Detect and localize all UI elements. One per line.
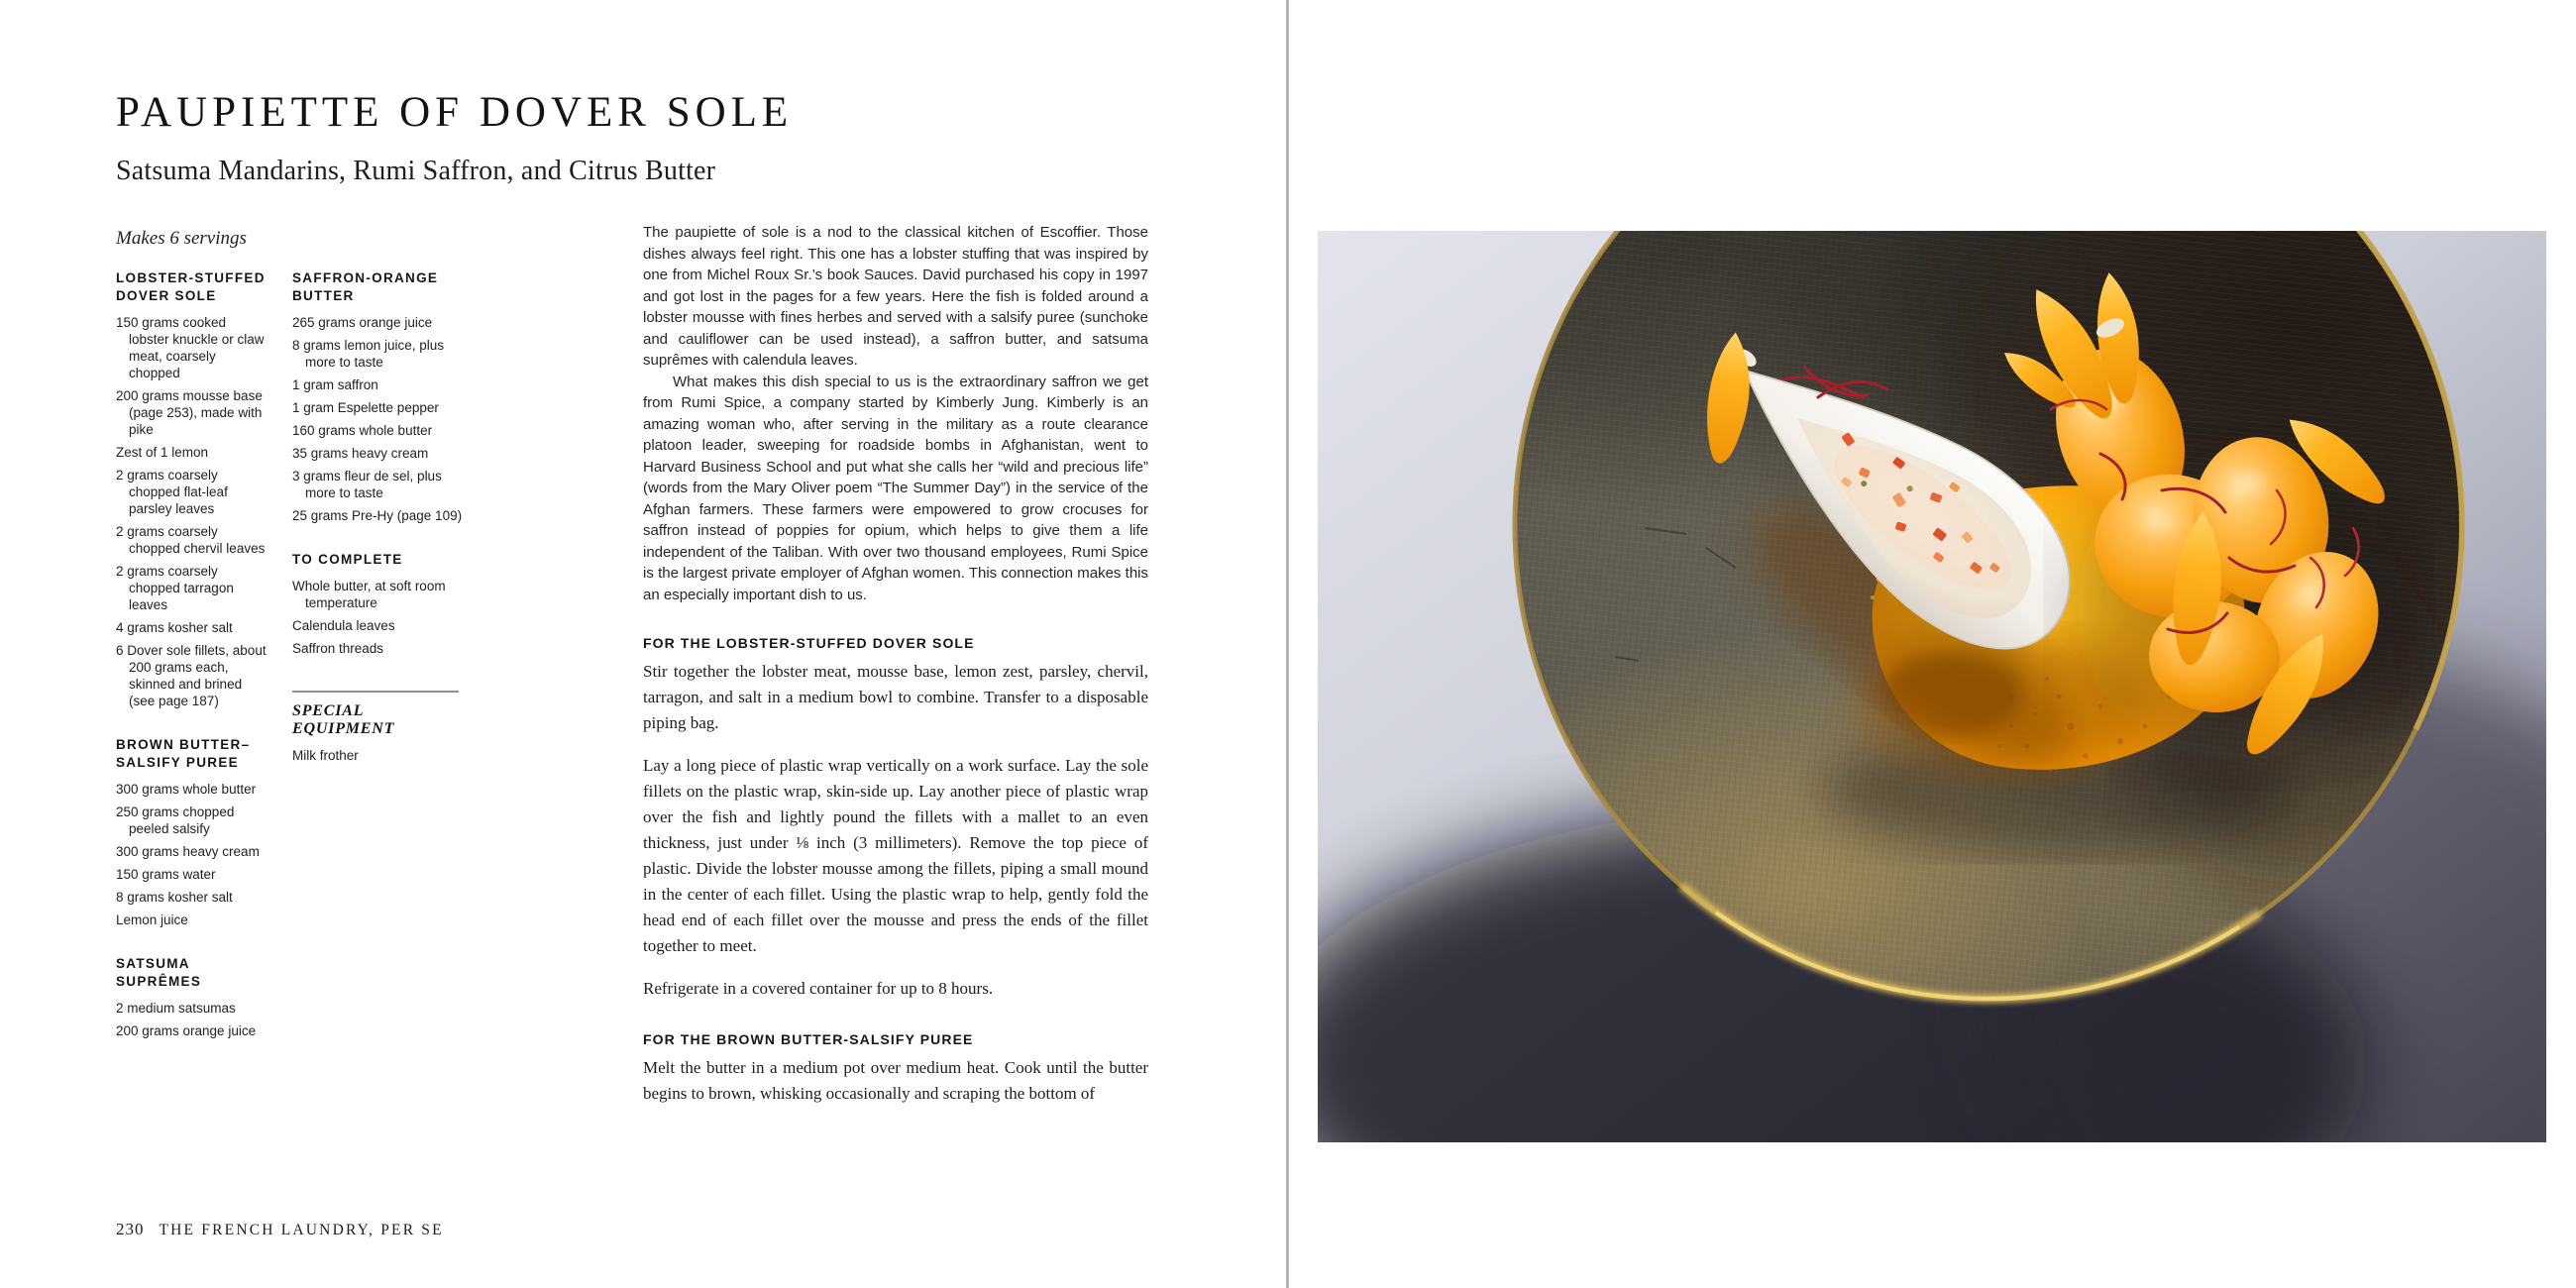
ingredient-section-heading: SAFFRON-ORANGE BUTTER	[292, 270, 439, 303]
ingredient-section-heading: LOBSTER-STUFFED DOVER SOLE	[116, 270, 266, 303]
method-paragraph: Melt the butter in a medium pot over medium heat. Cook until the butter begins to brown, whisking occasionally and scraping the bottom of	[643, 1058, 1148, 1103]
ingredient-item: 25 grams Pre-Hy (page 109)	[292, 508, 463, 523]
ingredient-item: 1 gram Espelette pepper	[292, 400, 439, 415]
ingredient-item: 8 grams kosher salt	[116, 890, 233, 905]
ingredient-item: 8 grams lemon juice, plus more to taste	[292, 338, 445, 370]
ingredient-item: 250 grams chopped peeled salsify	[116, 805, 235, 836]
equipment-divider	[292, 691, 459, 693]
book-title: THE FRENCH LAUNDRY, PER SE	[159, 1222, 444, 1238]
headnote-paragraph: What makes this dish special to us is the extraordinary saffron we get from Rumi Spice, a company started by Kimberly Jung. Kimberly is an amazing woman who, after serving in the military as a route clearance platoon leader, sweeping for roadside bombs in Afghanistan, went to Harvard Business School and put what she calls her “wild and precious life” (words from the Mary Oliver poem “The Summer Day”) in the service of the Afghan farmers. These farmers were empowered to grow crocuses for saffron instead of poppies for opium, which helps to give them a life independent of the Taliban. With over two thousand employees, Rumi Spice is the largest private employer of Afghan women. This connection makes this an especially important dish to us.	[643, 373, 1148, 603]
method-paragraph: Lay a long piece of plastic wrap vertically on a work surface. Lay the sole fillets on the plastic wrap, skin-side up. Lay another piece of plastic wrap over the fish and lightly pound the fillets with a mallet to an even thickness, just under ⅛ inch (3 millimeters). Remove the top piece of plastic. Divide the lobster mousse among the fillets, piping a small mound in the center of each fillet. Using the plastic wrap to help, gently fold the head end of each fillet over the mousse and press the ends of the fillet together to meet.	[643, 756, 1148, 955]
ingredient-item: 1 gram saffron	[292, 377, 378, 392]
ingredient-item: 150 grams cooked lobster knuckle or claw meat, coarsely chopped	[116, 315, 265, 380]
dish-photo	[1318, 231, 2546, 1142]
ingredient-item: Calendula leaves	[292, 618, 395, 633]
ingredient-item: 4 grams kosher salt	[116, 620, 233, 635]
ingredient-section	[292, 269, 467, 524]
ingredient-item: 150 grams water	[116, 867, 216, 882]
page-gutter	[1286, 0, 1289, 1288]
recipe-subtitle: Satsuma Mandarins, Rumi Saffron, and Citrus Butter	[116, 156, 716, 186]
ingredient-item: 300 grams whole butter	[116, 782, 257, 797]
ingredient-item: 300 grams heavy cream	[116, 844, 260, 859]
ingredient-item: 3 grams fleur de sel, plus more to taste	[292, 469, 442, 500]
headnote	[643, 222, 1148, 605]
ingredient-item: 2 grams coarsely chopped tarragon leaves	[116, 564, 234, 612]
equipment-item: Milk frother	[292, 748, 359, 763]
ingredients-column-2	[292, 269, 467, 770]
ingredient-item: 2 medium satsumas	[116, 1001, 236, 1016]
page-footer	[116, 1220, 444, 1239]
ingredient-item: 200 grams mousse base (page 253), made with pike	[116, 388, 263, 437]
ingredient-section-heading: SATSUMA SUPRÊMES	[116, 956, 202, 989]
yield-note: Makes 6 servings	[116, 228, 247, 249]
ingredient-item: 6 Dover sole fillets, about 200 grams each, skinned and brined (see page 187)	[116, 643, 267, 708]
ingredient-item: 160 grams whole butter	[292, 423, 433, 438]
ingredient-item: 200 grams orange juice	[116, 1023, 257, 1038]
ingredient-item: Zest of 1 lemon	[116, 445, 209, 460]
equipment-heading: SPECIAL EQUIPMENT	[292, 702, 395, 737]
ingredient-item: 2 grams coarsely chopped flat-leaf parsley leaves	[116, 468, 228, 516]
ingredient-section-heading: TO COMPLETE	[292, 552, 403, 567]
page-number: 230	[116, 1220, 145, 1238]
ingredient-item: Saffron threads	[292, 641, 384, 656]
ingredients-column-1	[116, 269, 267, 1066]
headnote-paragraph: The paupiette of sole is a nod to the classical kitchen of Escoffier. Those dishes always feel right. This one has a lobster stuffing that was inspired by one from Michel Roux Sr.’s book Sauces. David purchased his copy in 1997 and got lost in the pages for a few years. Here the fish is folded around a lobster mousse with fines herbes and served with a salsify puree (sunchoke and cauliflower can be used instead), a saffron butter, and satsuma suprêmes with calendula leaves.	[643, 224, 1148, 369]
ingredient-item: 265 grams orange juice	[292, 315, 433, 330]
ingredient-section	[116, 736, 267, 928]
recipe-body	[643, 222, 1148, 1124]
ingredient-section	[292, 551, 467, 657]
ingredient-item: 2 grams coarsely chopped chervil leaves	[116, 524, 266, 556]
method-heading: FOR THE BROWN BUTTER-SALSIFY PUREE	[643, 1031, 974, 1047]
ingredient-item: 35 grams heavy cream	[292, 446, 429, 461]
dish-photo-illustration	[1318, 231, 2546, 1142]
ingredient-section-heading: BROWN BUTTER–SALSIFY PUREE	[116, 737, 251, 770]
recipe-title: PAUPIETTE OF DOVER SOLE	[116, 89, 794, 136]
ingredient-section	[116, 269, 267, 709]
method-heading: FOR THE LOBSTER-STUFFED DOVER SOLE	[643, 635, 975, 651]
ingredient-section	[116, 955, 267, 1039]
ingredient-item: Whole butter, at soft room temperature	[292, 579, 446, 610]
ingredient-item: Lemon juice	[116, 912, 188, 927]
method-paragraph: Stir together the lobster meat, mousse base, lemon zest, parsley, chervil, tarragon, and salt in a medium bowl to combine. Transfer to a disposable piping bag.	[643, 662, 1148, 732]
method	[643, 635, 1148, 1107]
method-paragraph: Refrigerate in a covered container for up to 8 hours.	[643, 979, 994, 998]
